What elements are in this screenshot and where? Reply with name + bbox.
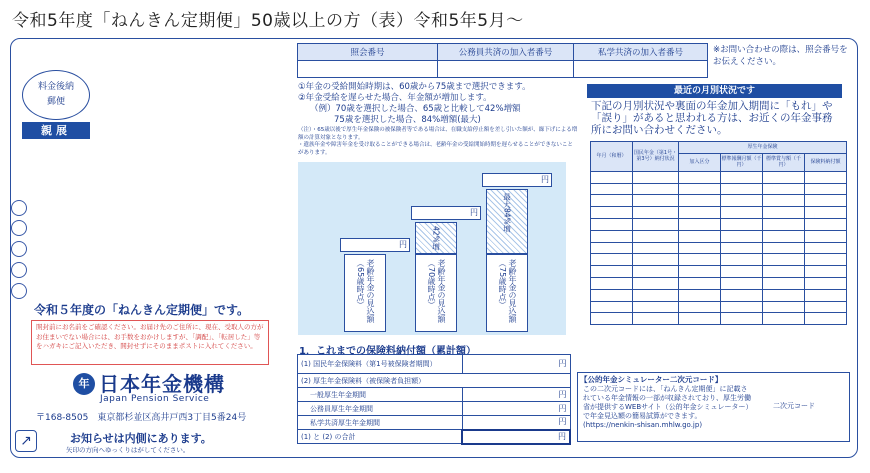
row-label: (1) 国民年金保険料（第1号被保険者期間） bbox=[298, 355, 463, 374]
total-yen: 円 bbox=[462, 430, 570, 444]
table-row bbox=[591, 183, 847, 195]
table-cell bbox=[763, 218, 805, 230]
shigaku-number-value bbox=[574, 61, 708, 78]
table-cell bbox=[633, 230, 679, 242]
jps-logo bbox=[73, 373, 225, 395]
col-kosei: 厚生年金保険 bbox=[679, 142, 847, 154]
table-row bbox=[298, 430, 571, 444]
table-cell bbox=[805, 230, 847, 242]
table-cell bbox=[679, 289, 721, 301]
logo-text: 日本年金機構 bbox=[99, 372, 225, 396]
fine-line: （注）・65歳以後で厚生年金保険の被保険者等である場合は、在職支給停止額を差し引いた額が、繰下げによる増額の計算対象となります。 bbox=[298, 127, 578, 141]
sender-address: 〒168-8505 東京都杉並区高井戸西3丁目5番24号 bbox=[36, 413, 247, 423]
table-cell bbox=[721, 218, 763, 230]
table-cell bbox=[763, 277, 805, 289]
table-cell bbox=[633, 171, 679, 183]
table-cell bbox=[721, 289, 763, 301]
bar-label: 老齢年金の見込額（70歳時点） bbox=[427, 259, 446, 323]
kokka-number-value bbox=[438, 61, 574, 78]
delivery-notice: 開封前にお名前をご確認ください。お届け先のご住所に、現在、受取人の方がお住まいでない場合には、お手数をおかけしますが、「調配」、「転居した」等をハガキにご記入いただき、開封せずにそのままポストに入れてください。 bbox=[31, 320, 269, 365]
notice-title: 令和５年度の「ねんきん定期便」です。 bbox=[34, 303, 250, 317]
table-cell bbox=[805, 266, 847, 278]
table-cell bbox=[763, 171, 805, 183]
table-row bbox=[591, 207, 847, 219]
table-cell bbox=[679, 171, 721, 183]
table-cell bbox=[763, 289, 805, 301]
table-cell bbox=[679, 277, 721, 289]
jps-logo-icon: 年 bbox=[73, 373, 95, 395]
table-cell bbox=[591, 207, 633, 219]
table-cell bbox=[679, 254, 721, 266]
table-cell bbox=[763, 301, 805, 313]
table-cell bbox=[679, 266, 721, 278]
stamp-line2: 郵便 bbox=[46, 97, 65, 107]
table-cell bbox=[591, 289, 633, 301]
table-cell bbox=[763, 313, 805, 325]
table-cell bbox=[805, 313, 847, 325]
table-cell bbox=[591, 230, 633, 242]
table-row bbox=[591, 254, 847, 266]
table-cell bbox=[721, 277, 763, 289]
bar-yen-line: 円 bbox=[482, 173, 552, 187]
peel-arrow-icon: ↗ bbox=[15, 430, 37, 452]
table-cell bbox=[591, 242, 633, 254]
insurance-table bbox=[297, 354, 571, 445]
row-label: 公務員厚生年金期間 bbox=[298, 402, 463, 416]
table-cell bbox=[633, 289, 679, 301]
table-cell bbox=[633, 183, 679, 195]
table-cell bbox=[591, 254, 633, 266]
table-cell bbox=[721, 301, 763, 313]
table-row bbox=[298, 388, 571, 402]
table-cell bbox=[805, 218, 847, 230]
col-hyojun-sho: 標準賞与額（千円） bbox=[763, 153, 805, 171]
row-yen: 円 bbox=[462, 355, 570, 374]
stamp-line1: 料金後納 bbox=[37, 82, 74, 92]
bar-label: 老齢年金の見込額（75歳時点） bbox=[498, 259, 517, 323]
table-cell bbox=[763, 254, 805, 266]
punch-hole-icon bbox=[11, 200, 27, 216]
table-cell bbox=[763, 195, 805, 207]
col-hyojun-getsu: 標準報酬月額（千円） bbox=[721, 153, 763, 171]
simulator-text: この二次元コードには、「ねんきん定期便」に記載されている年金情報の一部が収録されており、厚生労働省が提供するWEBサイト（公的年金シミュレーター）で年金見込額の簡易試算ができます。(https://nenkin-shisan.mhlw.go.jp) bbox=[583, 385, 753, 429]
insurance-title: 1．これまでの保険料納付額（累計額） bbox=[299, 346, 476, 357]
ref-number-value bbox=[298, 61, 438, 78]
table-row bbox=[591, 289, 847, 301]
table-cell bbox=[805, 289, 847, 301]
bar-increase bbox=[415, 222, 457, 254]
table-cell bbox=[679, 242, 721, 254]
row-yen: 円 bbox=[462, 402, 570, 416]
table-cell bbox=[805, 195, 847, 207]
col-kokumin: 国民年金（第1号・第3号）納付状況 bbox=[633, 142, 679, 172]
table-row bbox=[591, 171, 847, 183]
table-cell bbox=[805, 254, 847, 266]
punch-hole-icon bbox=[11, 241, 27, 257]
page-title: 令和5年度「ねんきん定期便」50歳以上の方（表）令和5年5月～ bbox=[12, 11, 524, 31]
table-cell bbox=[633, 301, 679, 313]
bar-increase bbox=[486, 189, 528, 254]
table-cell bbox=[721, 313, 763, 325]
bar-base bbox=[344, 254, 386, 332]
punch-hole-icon bbox=[11, 283, 27, 299]
row-label: 一般厚生年金期間 bbox=[298, 388, 463, 402]
table-cell bbox=[591, 301, 633, 313]
table-row bbox=[298, 374, 571, 388]
table-cell bbox=[721, 230, 763, 242]
table-row bbox=[591, 230, 847, 242]
id-number-table bbox=[297, 43, 708, 78]
table-row bbox=[591, 195, 847, 207]
recent-status-desc: 下記の月別状況や裏面の年金加入期間に「もれ」や「誤り」があると思われる方は、お近くの年金事務所にお問い合わせください。 bbox=[591, 100, 833, 136]
peel-note: 矢印の方向へゆっくりはがしてください。 bbox=[66, 446, 190, 454]
recent-status-head: 最近の月別状況です bbox=[587, 84, 842, 98]
table-cell bbox=[591, 171, 633, 183]
table-cell bbox=[805, 242, 847, 254]
punch-hole-icon bbox=[11, 220, 27, 236]
table-cell bbox=[763, 230, 805, 242]
table-cell bbox=[633, 313, 679, 325]
info-line: 75歳を選択した場合、84%増額(最大) bbox=[334, 115, 481, 125]
row-yen: 円 bbox=[462, 416, 570, 430]
fine-line: ・遺族年金や障害年金を受け取ることができる場合は、老齢年金の受給開始時期を遅らせることができないことがあります。 bbox=[298, 142, 573, 156]
table-cell bbox=[721, 171, 763, 183]
monthly-status-table bbox=[590, 141, 847, 325]
table-row bbox=[298, 355, 571, 374]
table-cell bbox=[805, 207, 847, 219]
row-yen: 円 bbox=[462, 388, 570, 402]
info-line: ②年金受給を遅らせた場合、年金額が増加します。 bbox=[298, 93, 492, 103]
table-cell bbox=[763, 207, 805, 219]
table-cell bbox=[591, 313, 633, 325]
simulator-title: 【公的年金シミュレーター二次元コード】 bbox=[580, 375, 723, 384]
table-cell bbox=[721, 195, 763, 207]
increase-label: 42%増 bbox=[431, 226, 441, 251]
row-label: 私学共済厚生年金期間 bbox=[298, 416, 463, 430]
table-cell bbox=[679, 301, 721, 313]
shigaku-number-label: 私学共済の加入者番号 bbox=[574, 44, 708, 61]
table-cell bbox=[721, 242, 763, 254]
table-row bbox=[591, 242, 847, 254]
row-label: (1) と (2) の合計 bbox=[298, 430, 463, 444]
table-cell bbox=[633, 195, 679, 207]
fine-print bbox=[298, 127, 578, 157]
info-line: ①年金の受給開始時期は、60歳から75歳まで選択できます。 bbox=[298, 82, 531, 92]
col-kanyu: 加入区分 bbox=[679, 153, 721, 171]
increase-label: 最大84%増 bbox=[502, 193, 512, 233]
table-row bbox=[591, 266, 847, 278]
inbox-note: お知らせは内側にあります。 bbox=[70, 432, 212, 445]
table-row bbox=[298, 416, 571, 430]
table-cell bbox=[633, 254, 679, 266]
info-bullets bbox=[298, 82, 583, 126]
table-cell bbox=[805, 301, 847, 313]
table-cell bbox=[805, 277, 847, 289]
shinten-label: 親展 bbox=[22, 122, 90, 139]
table-cell bbox=[763, 183, 805, 195]
table-cell bbox=[679, 230, 721, 242]
kokka-number-label: 公務員共済の加入者番号 bbox=[438, 44, 574, 61]
qr-code-label: 二次元コード bbox=[773, 402, 815, 410]
deferral-chart bbox=[298, 162, 566, 335]
table-cell bbox=[633, 266, 679, 278]
table-row bbox=[298, 402, 571, 416]
table-cell bbox=[633, 242, 679, 254]
table-cell bbox=[721, 266, 763, 278]
table-cell bbox=[679, 313, 721, 325]
table-row bbox=[591, 277, 847, 289]
info-line: （例）70歳を選択した場合、65歳と比較して42%増額 bbox=[310, 104, 521, 114]
table-cell bbox=[633, 207, 679, 219]
table-cell bbox=[805, 183, 847, 195]
row-label: (2) 厚生年金保険料（被保険者負担額） bbox=[298, 374, 571, 388]
table-cell bbox=[591, 266, 633, 278]
table-row bbox=[591, 218, 847, 230]
table-cell bbox=[633, 218, 679, 230]
ref-number-label: 照会番号 bbox=[298, 44, 438, 61]
col-hoken: 保険料納付額 bbox=[805, 153, 847, 171]
bar-base bbox=[415, 254, 457, 332]
table-cell bbox=[763, 266, 805, 278]
table-cell bbox=[721, 183, 763, 195]
table-cell bbox=[591, 218, 633, 230]
punch-hole-icon bbox=[11, 262, 27, 278]
postage-stamp bbox=[22, 70, 90, 120]
col-year: 年月（和暦） bbox=[591, 142, 633, 172]
table-cell bbox=[721, 254, 763, 266]
table-row bbox=[591, 313, 847, 325]
table-cell bbox=[679, 195, 721, 207]
table-cell bbox=[679, 207, 721, 219]
bar-label: 老齢年金の見込額（65歳時点） bbox=[356, 259, 375, 323]
table-cell bbox=[763, 242, 805, 254]
table-row bbox=[591, 301, 847, 313]
bar-yen-line: 円 bbox=[411, 206, 481, 220]
table-cell bbox=[591, 195, 633, 207]
table-cell bbox=[591, 183, 633, 195]
table-cell bbox=[679, 183, 721, 195]
bar-base bbox=[486, 254, 528, 332]
logo-english: Japan Pension Service bbox=[100, 394, 210, 404]
contact-note: ※お問い合わせの際は、照会番号をお伝えください。 bbox=[713, 45, 848, 67]
table-cell bbox=[805, 171, 847, 183]
table-cell bbox=[633, 277, 679, 289]
table-cell bbox=[721, 207, 763, 219]
bar-yen-line: 円 bbox=[340, 238, 410, 252]
table-cell bbox=[591, 277, 633, 289]
table-cell bbox=[679, 218, 721, 230]
